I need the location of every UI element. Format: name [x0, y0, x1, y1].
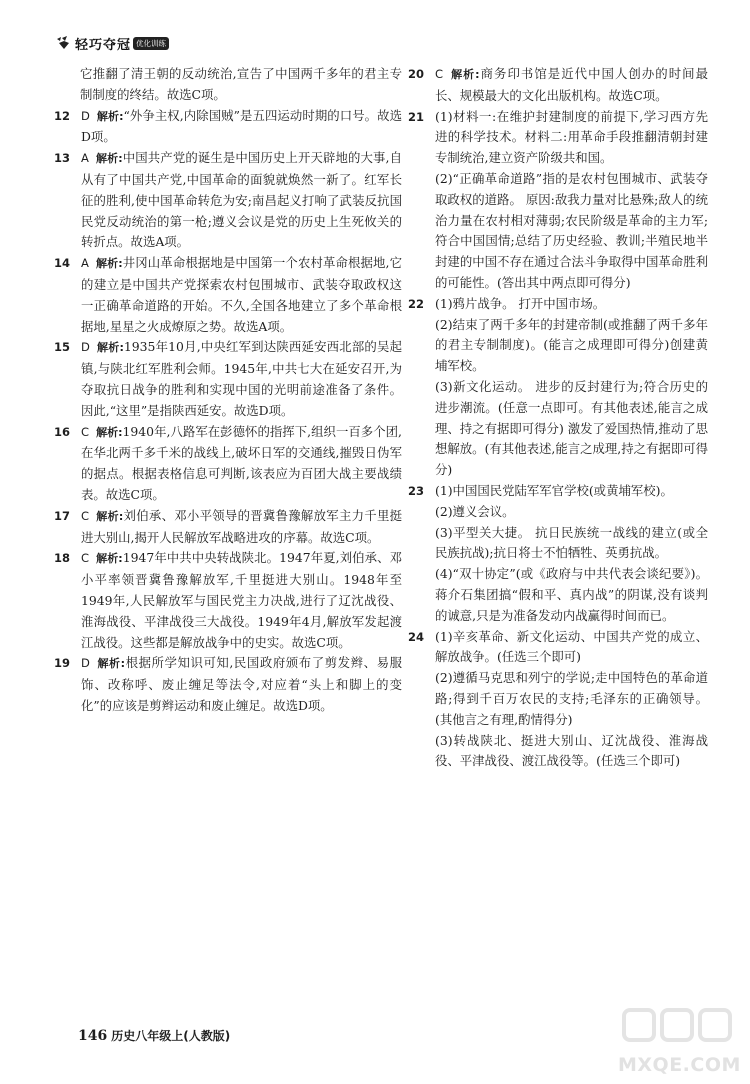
answer-text: 1947年中共中央转战陕北。1947年夏,刘伯承、邓小平率领晋冀鲁豫解放军,千里挺进大别山。1948年至1949年,人民解放军与国民党主力决战,进行了辽沈战役、淮海战役、平津战役三大战役。1949年4月,解放军发起渡江战役。这些都是解放战争中的史实。故选C项。: [81, 550, 402, 650]
answer-part: (1)鸦片战争。 打开中国市场。: [435, 295, 606, 311]
answer-choice: C: [81, 551, 90, 566]
answer-text: 根据所学知识可知,民国政府颁布了剪发辫、易服饰、改称呼、废止缠足等法令,对应着“头上和脚上的变化”的应该是剪辫运动和废止缠足。故选D项。: [81, 655, 402, 713]
answer-choice: D: [81, 108, 90, 123]
explanation-label: 解析:: [96, 109, 124, 123]
answer-part: (3)转战陕北、挺进大别山、辽沈战役、淮海战役、平津战役、渡江战役等。(任选三个即可): [435, 732, 708, 769]
question-number: 16: [54, 424, 71, 439]
series-badge: 优化训练: [133, 37, 169, 50]
answer-text: 1940年,八路军在彭德怀的指挥下,组织一百多个团,在华北两千多千米的战线上,破坏日军的交通线,摧毁日伪军的据点。根据表格信息可判断,该表应为百团大战主要战绩表。故选C项。: [81, 423, 402, 502]
answer-item: [54, 422, 402, 506]
answer-choice: C: [81, 508, 90, 523]
answer-item: [54, 106, 402, 149]
explanation-label: 解析:: [96, 552, 123, 566]
brand-name: 轻巧夺冠: [75, 37, 132, 53]
answer-item: [54, 64, 402, 106]
left-column: [54, 64, 402, 717]
question-number: 21: [408, 109, 425, 124]
answer-item: [408, 64, 708, 107]
answer-text: 井冈山革命根据地是中国第一个农村革命根据地,它的建立是中国共产党探索农村包围城市、武装夺取政权这一正确革命道路的开始。不久,全国各地建立了多个革命根据地,星星之火成燎原之势。故选A项。: [81, 255, 402, 334]
answer-text: 刘伯承、邓小平领导的晋冀鲁豫解放军主力千里挺进大别山,揭开人民解放军战略进攻的序幕。故选C项。: [81, 507, 403, 545]
answer-choice: A: [81, 151, 89, 166]
answer-part: (4)“双十协定”(或《政府与中共代表会谈纪要》)。 蒋介石集团搞“假和平、真内战”的阴谋,没有谈判的诚意,只是为准备发动内战赢得时间而已。: [435, 566, 708, 623]
question-number: 20: [408, 67, 425, 81]
answer-text: 1935年10月,中央红军到达陕西延安西北部的吴起镇,与陕北红军胜利会师。1945年,中共七大在延安召开,为夺取抗日战争的胜利和实现中国的光明前途准备了条件。因此,“这里”是指陕西延安。故选D项。: [81, 339, 402, 418]
explanation-label: 解析:: [96, 509, 124, 523]
page-number: 146: [78, 1028, 108, 1044]
answer-item: [408, 481, 708, 627]
answer-text: “外争主权,内除国贼”是五四运动时期的口号。故选D项。: [81, 107, 402, 145]
answer-part: (1)材料一:在维护封建制度的前提下,学习西方先进的科学技术。材料二:用革命手段推翻清朝封建专制统治,建立资产阶级共和国。: [435, 108, 708, 166]
question-number: 12: [54, 108, 71, 123]
answer-item: [54, 337, 402, 421]
answer-item: [54, 548, 402, 653]
book-title: 历史八年级上(人教版): [111, 1029, 231, 1043]
answer-item: [408, 627, 708, 773]
answer-item: [54, 506, 402, 549]
answer-part: (3)新文化运动。 进步的反封建行为;符合历史的进步潮流。(任意一点即可。有其他表述,能言之成理、持之有据即可得分) 激发了爱国热情,推动了思想解放。(有其他表述,能言之成理,持之有据即可得分): [435, 378, 708, 478]
question-number: 13: [54, 151, 71, 166]
answer-part: (2)结束了两千多年的封建帝制(或推翻了两千多年的君主专制制度)。(能言之成理即可得分)创建黄埔军校。: [435, 316, 708, 374]
answer-part: (1)中国国民党陆军军官学校(或黄埔军校)。: [435, 482, 673, 498]
answer-choice: D: [81, 340, 90, 355]
question-number: 23: [408, 483, 425, 498]
answer-text: 商务印书馆是近代中国人创办的时间最长、规模最大的文化出版机构。故选C项。: [435, 66, 709, 103]
answer-part: (3)平型关大捷。 抗日民族统一战线的建立(或全民族抗战);抗日将士不怕牺牲、英勇抗战。: [435, 524, 708, 561]
question-number: 17: [54, 508, 71, 523]
book-header: [56, 30, 169, 56]
answer-item: [408, 107, 708, 294]
explanation-label: 解析:: [95, 257, 123, 271]
answer-item: [54, 148, 402, 253]
watermark-text: MXQE.COM: [618, 1054, 741, 1076]
question-number: 15: [54, 340, 71, 355]
answer-choice: C: [435, 67, 444, 81]
question-number: 14: [54, 256, 71, 271]
answer-text: 中国共产党的诞生是中国历史上开天辟地的大事,自从有了中国共产党,中国革命的面貌就焕然一新了。红军长征的胜利,使中国革命转危为安;南昌起义打响了武装反抗国民党反动统治的第一枪;遵义会议是党的历史上生死攸关的转折点。故选A项。: [81, 150, 402, 250]
answer-part: (1)辛亥革命、新文化运动、中国共产党的成立、解放战争。(任选三个即可): [435, 628, 708, 665]
explanation-label: 解析:: [96, 425, 123, 439]
answer-choice: A: [81, 256, 89, 271]
right-column: [408, 64, 708, 772]
explanation-label: 解析:: [96, 657, 126, 671]
answer-item: [54, 653, 402, 716]
explanation-label: 解析:: [450, 68, 480, 81]
question-number: 24: [408, 629, 425, 644]
answer-text: 它推翻了清王朝的反动统治,宣告了中国两千多年的君主专制制度的终结。故选C项。: [80, 66, 402, 102]
page-footer: [78, 1027, 230, 1044]
question-number: 19: [54, 656, 71, 671]
question-number: 22: [408, 296, 425, 311]
answer-part: (2)遵循马克思和列宁的学说;走中国特色的革命道路;得到千百万农民的支持;毛泽东的正确领导。(其他言之有理,酌情得分): [435, 670, 708, 727]
answer-part: (2)“正确革命道路”指的是农村包围城市、武装夺取政权的道路。 原因:敌我力量对比悬殊;敌人的统治力量在农村相对薄弱;农民阶级是革命的主力军;符合中国国情;总结了历史经验、教训;半殖民地半封建的中国不存在通过合法斗争取得中国革命胜利的可能性。(答出其中两点即可得分): [435, 170, 708, 290]
answer-choice: C: [81, 424, 90, 439]
question-number: 18: [54, 551, 71, 566]
explanation-label: 解析:: [96, 341, 124, 355]
answer-choice: D: [81, 656, 90, 671]
brand-logo-icon: [56, 35, 72, 51]
answer-part: (2)遵义会议。: [435, 503, 515, 519]
answer-item: [54, 253, 402, 337]
answer-item: [408, 294, 708, 481]
explanation-label: 解析:: [95, 152, 123, 166]
